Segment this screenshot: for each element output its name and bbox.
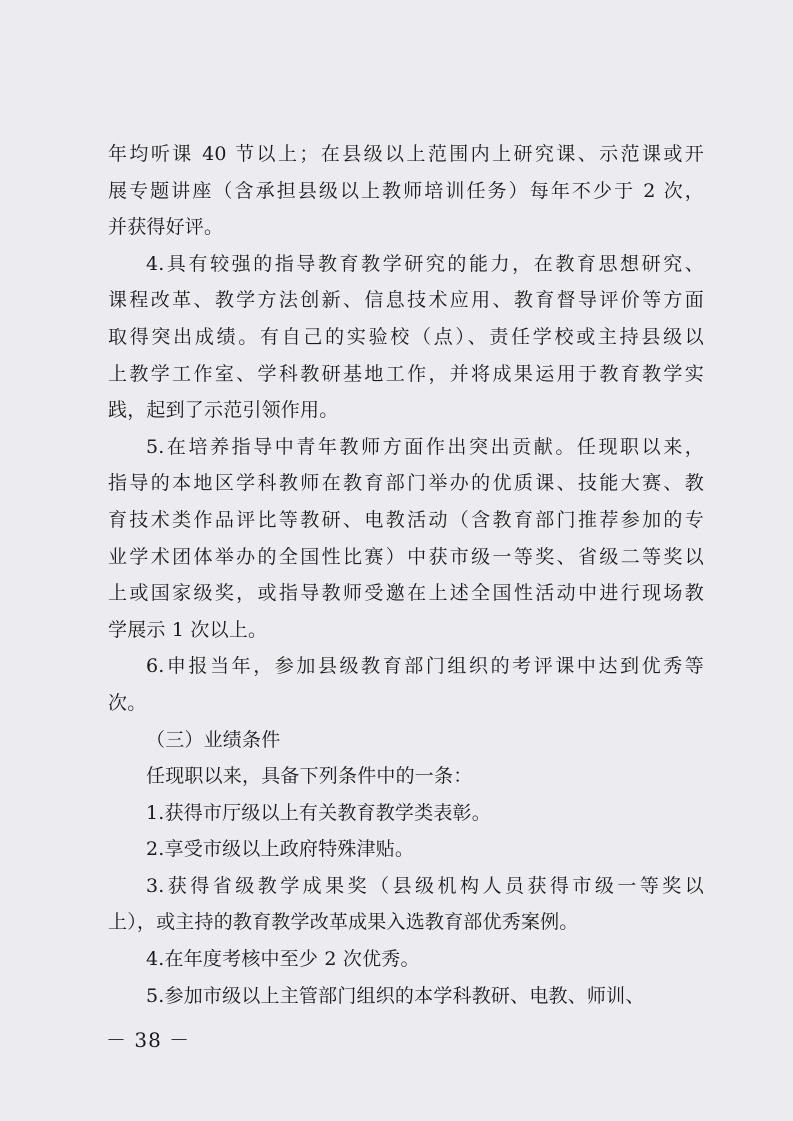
text-line: 学展示 1 次以上。 [108, 618, 268, 641]
text-line: 育技术类作品评比等教研、电教活动（含教育部门推荐参加的专 [108, 508, 704, 531]
paragraph [108, 941, 704, 978]
text-line: 上或国家级奖，或指导教师受邀在上述全国性活动中进行现场教 [108, 582, 704, 605]
text-line: （三）业绩条件 [146, 728, 281, 751]
text-line: 年均听课 40 节以上；在县级以上范围内上研究课、示范课或开 [108, 143, 704, 165]
text-line: 课程改革、教学方法创新、信息技术应用、教育督导评价等方面 [108, 289, 704, 312]
text-line: 取得突出成绩。有自己的实验校（点）、责任学校或主持县级以 [108, 325, 704, 348]
text-line: 5.参加市级以上主管部门组织的本学科教研、电教、师训、 [146, 984, 645, 1007]
paragraph [108, 246, 704, 429]
paragraph [108, 831, 704, 868]
paragraph [108, 795, 704, 832]
text-line: 上），或主持的教育教学改革成果入选教育部优秀案例。 [108, 911, 579, 934]
text-line: 2.享受市级以上政府特殊津贴。 [146, 838, 415, 861]
document-body [108, 136, 704, 1014]
paragraph [108, 136, 704, 246]
text-line: 4.在年度考核中至少 2 次优秀。 [146, 948, 420, 971]
paragraph [108, 648, 704, 721]
text-line: 3.获得省级教学成果奖（县级机构人员获得市级一等奖以 [146, 874, 704, 897]
text-line: 6.申报当年，参加县级教育部门组织的考评课中达到优秀等 [146, 655, 704, 678]
page-number: － 38 － [106, 1028, 191, 1052]
text-line: 任现职以来，具备下列条件中的一条： [146, 765, 473, 788]
text-line: 次。 [108, 691, 147, 714]
text-line: 业学术团体举办的全国性比赛）中获市级一等奖、省级二等奖以 [108, 545, 704, 568]
paragraph [108, 758, 704, 795]
paragraph [108, 429, 704, 649]
text-line: 4.具有较强的指导教育教学研究的能力，在教育思想研究、 [146, 252, 704, 275]
paragraph [108, 978, 704, 1015]
text-line: 5.在培养指导中青年教师方面作出突出贡献。任现职以来， [146, 435, 704, 458]
paragraph [108, 868, 704, 941]
text-line: 1.获得市厅级以上有关教育教学类表彰。 [146, 801, 491, 824]
paragraph [108, 722, 704, 759]
text-line: 并获得好评。 [108, 216, 224, 239]
text-line: 践，起到了示范引领作用。 [108, 399, 339, 422]
text-line: 展专题讲座（含承担县级以上教师培训任务）每年不少于 2 次， [108, 179, 704, 202]
text-line: 指导的本地区学科教师在教育部门举办的优质课、技能大赛、教 [108, 472, 704, 495]
text-line: 上教学工作室、学科教研基地工作，并将成果运用于教育教学实 [108, 362, 704, 385]
